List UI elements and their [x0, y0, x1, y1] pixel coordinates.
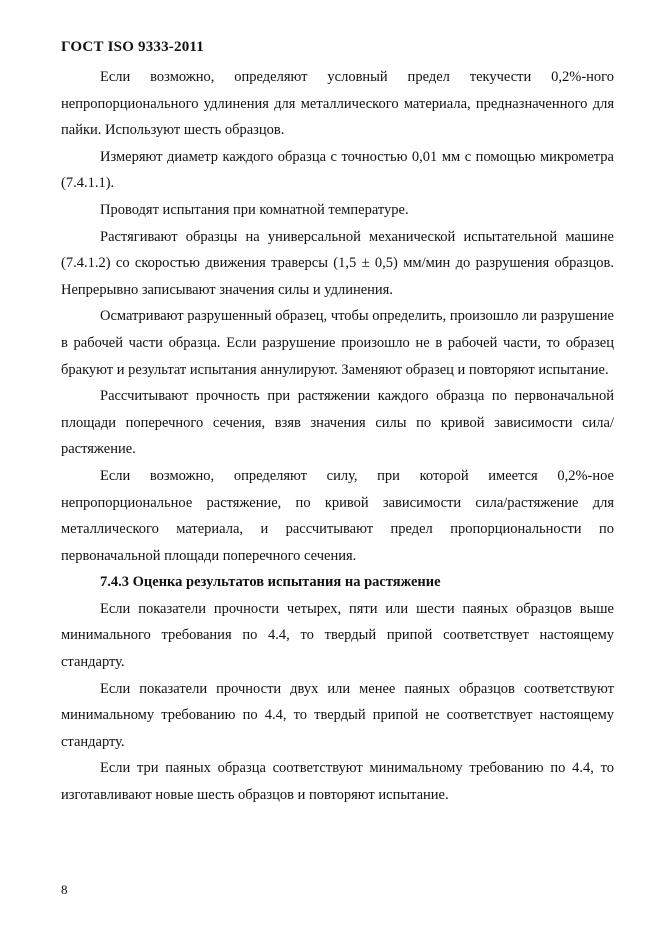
paragraph: Если возможно, определяют силу, при которой имеется 0,2%-ное непропорциональное растяжение, по кривой зависимости сила/растяжение для металлического материала, и рассчитывают предел пропорциональности по первоначальной площади поперечного сечения. [61, 467, 614, 564]
section-heading: 7.4.3 Оценка результатов испытания на растяжение [100, 574, 441, 591]
paragraph: Проводят испытания при комнатной температуре. [100, 201, 409, 218]
paragraph: Если возможно, определяют условный предел текучести 0,2%-ного непропорционального удлинения для металлического материала, предназначенного для пайки. Используют шесть образцов. [61, 69, 614, 139]
paragraph: Осматривают разрушенный образец, чтобы определить, произошло ли разрушение в рабочей части образца. Если разрушение произошло не в рабочей части, то образец бракуют и результат испытания аннулируют. Заменяют образец и повторяют испытание. [61, 308, 614, 378]
paragraph: Измеряют диаметр каждого образца с точностью 0,01 мм с помощью микрометра (7.4.1.1). [61, 148, 614, 192]
page-number: 8 [61, 882, 68, 897]
document-body [61, 64, 614, 809]
paragraph: Если три паяных образца соответствуют минимальному требованию по 4.4, то изготавливают новые шесть образцов и повторяют испытание. [61, 760, 614, 804]
paragraph: Если показатели прочности двух или менее паяных образцов соответствуют минимальному требованию по 4.4, то твердый припой не соответствует настоящему стандарту. [61, 680, 614, 750]
document-header: ГОСТ ISO 9333-2011 [61, 39, 204, 55]
paragraph: Если показатели прочности четырех, пяти или шести паяных образцов выше минимального требования по 4.4, то твердый припой соответствует настоящему стандарту. [61, 600, 614, 671]
paragraph: Растягивают образцы на универсальной механической испытательной машине (7.4.1.2) со скоростью движения траверсы (1,5 ± 0,5) мм/мин до разрушения образцов. Непрерывно записывают значения силы и удлинения. [61, 228, 614, 298]
paragraph: Рассчитывают прочность при растяжении каждого образца по первоначальной площади поперечного сечения, взяв значения силы по кривой зависимости сила/растяжение. [61, 388, 614, 458]
